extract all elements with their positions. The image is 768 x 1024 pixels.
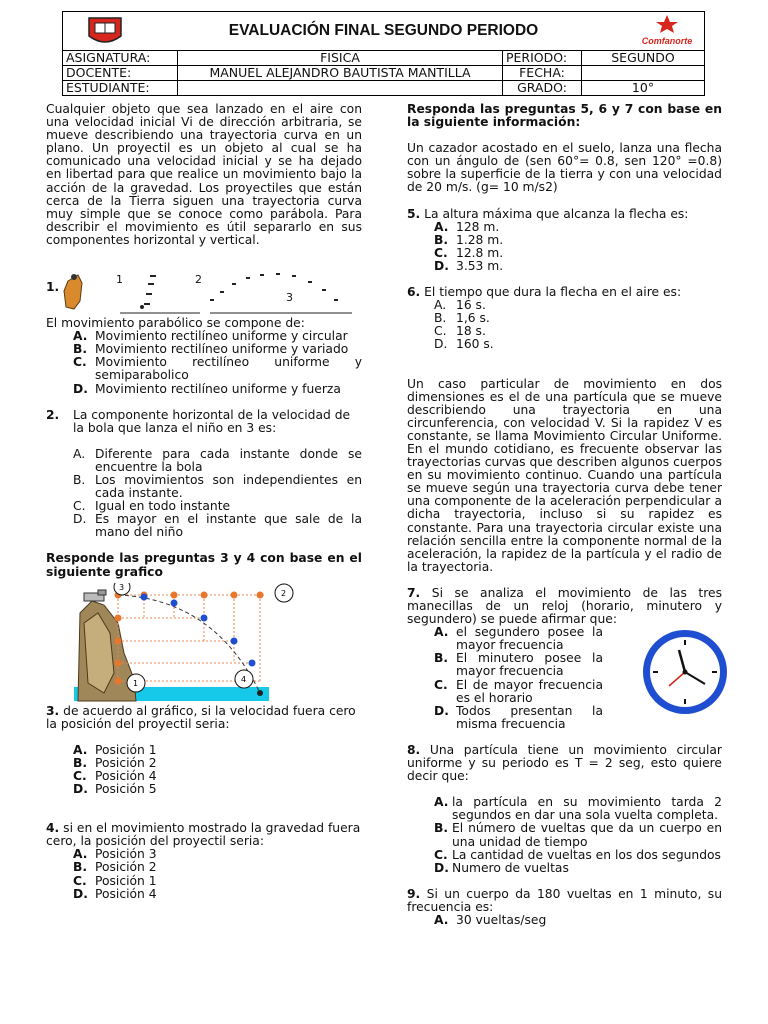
- q5-option-c[interactable]: C. 12.8 m.: [434, 245, 504, 260]
- left-column: [46, 103, 362, 901]
- q5-option-d[interactable]: D. 3.53 m.: [434, 258, 504, 273]
- q5-option-a[interactable]: A. 128 m.: [434, 219, 500, 234]
- q4-option-d[interactable]: D. Posición 4: [73, 886, 157, 901]
- student-value[interactable]: [178, 81, 503, 96]
- page-title: EVALUACIÓN FINAL SEGUNDO PERIODO: [228, 22, 539, 39]
- q7-option-c[interactable]: C. El de mayor frecuencia es el horario: [434, 677, 603, 705]
- q567-intro: Responda las preguntas 5, 6 y 7 con base en la siguiente información:: [407, 102, 722, 130]
- q6-option-b[interactable]: B. 1,6 s.: [434, 311, 490, 326]
- fig1-label-1: 1: [116, 273, 123, 287]
- q6-option-d[interactable]: D. 160 s.: [434, 337, 494, 352]
- q2-option-b[interactable]: B. Los movimientos son independientes en cada instante.: [73, 472, 362, 501]
- circular-motion-text: Un caso particular de movimiento en dos dimensiones es el de una partícula que se mueve describiendo una trayectoria en una circunferencia, con velocidad V. Si la rapidez V es constante, se llama Movimiento Circular Uniforme. En el mundo cotidiano, es frecuente observar las trayectorias curvas que describen algunos cuerpos en su movimiento continuo. Cuando una partícula se mueve según una trayectoria curva debe tener una componente de la aceleración perpendicular a dicha trayectoria, incluso si su rapidez es constante. Para una trayectoria circular existe una relación sencilla entre la componente normal de la aceleración, la rapidez de la partícula y el radio de la trayectoria.: [407, 376, 722, 574]
- q8-option-c[interactable]: C. La cantidad de vueltas en los dos segundos: [434, 847, 721, 862]
- q3-option-b[interactable]: B. Posición 2: [73, 755, 157, 770]
- svg-text:2: [281, 589, 286, 598]
- q6-option-c[interactable]: C. 18 s.: [434, 324, 486, 339]
- q3-option-c[interactable]: C. Posición 4: [73, 769, 157, 783]
- q1-text: El movimiento parabólico se compone de:: [46, 316, 305, 331]
- svg-text:1: [116, 273, 123, 286]
- fig1-label-2: 2: [195, 273, 202, 287]
- date-label: FECHA:: [503, 66, 582, 81]
- period-label: PERIODO:: [503, 51, 582, 66]
- header-table: [62, 11, 705, 96]
- right-column: [407, 103, 722, 927]
- brand-name: Comfanorte: [641, 36, 693, 46]
- projectile-graph: [74, 583, 304, 703]
- teacher-value: MANUEL ALEJANDRO BAUTISTA MANTILLA: [178, 66, 503, 81]
- q7-option-a[interactable]: A. el segundero posee la mayor frecuencia: [434, 625, 603, 653]
- date-value[interactable]: [582, 66, 705, 81]
- fig2-label-1: 1: [133, 678, 139, 688]
- q9-option-a[interactable]: A. 30 vueltas/seg: [434, 912, 547, 927]
- q8-option-a[interactable]: A. la partícula en su movimiento tarda 2 segundos en dar una sola vuelta completa.: [434, 795, 722, 823]
- figure-1: [46, 271, 362, 317]
- brand-logo: [638, 14, 696, 46]
- clock-icon: [639, 626, 731, 718]
- q2-option-a[interactable]: A. Diferente para cada instante donde se encuentre la bola: [73, 446, 362, 474]
- q4-option-c[interactable]: C. Posición 1: [73, 873, 157, 888]
- period-value: SEGUNDO: [582, 51, 705, 66]
- q8-text: 8. Una partícula tiene un movimiento circular uniforme y su periodo es T = 2 seg, esto quiere decir que:: [407, 742, 722, 784]
- star-icon: [655, 14, 679, 34]
- q3-option-d[interactable]: D. Posición 5: [73, 782, 157, 797]
- q2: 2. La componente horizontal de la velocidad de la bola que lanza el niño en 3 es:: [46, 409, 362, 435]
- q7-text: 7. Si se analiza el movimiento de las tres manecillas de un reloj (horario, minutero y segundero) se puede afirmar que:: [407, 585, 722, 627]
- q2-text: La componente horizontal de la velocidad de la bola que lanza el niño en 3 es:: [73, 407, 351, 435]
- q1-number: 1.: [46, 280, 60, 295]
- q5-option-b[interactable]: B. 1.28 m.: [434, 232, 504, 247]
- q9-text: 9. Si un cuerpo da 180 vueltas en 1 minuto, su frecuencia es:: [407, 886, 722, 914]
- q1-option-b[interactable]: B. Movimiento rectilíneo uniforme y variado: [73, 342, 349, 357]
- q7-option-b[interactable]: B. El minutero posee la mayor frecuencia: [434, 651, 603, 679]
- projectile-figure-1: [60, 271, 360, 317]
- q8-option-d[interactable]: D. Numero de vueltas: [434, 860, 569, 875]
- q6-option-a[interactable]: A. 16 s.: [434, 298, 486, 313]
- school-logo: [85, 14, 125, 48]
- q3-option-a[interactable]: A. Posición 1: [73, 742, 157, 757]
- svg-text:2: [195, 273, 202, 286]
- q567-info: Un cazador acostado en el suelo, lanza una flecha con un ángulo de (sen 60°= 0.8, sen 120° =0.8) sobre la superficie de la tierra y con una velocidad de 20 m/s. (g= 10 m/s2): [407, 141, 722, 195]
- q5-text: 5. La altura máxima que alcanza la flecha es:: [407, 206, 689, 221]
- q8-option-b[interactable]: B. El número de vueltas que da un cuerpo en una unidad de tiempo: [434, 821, 722, 849]
- intro-paragraph: Cualquier objeto que sea lanzado en el aire con una velocidad inicial Vi de dirección arbitraria, se mueve describiendo una trayectoria curva en un plano. Un proyectil es un objeto al cual se ha comunicado una velocidad inicial y se ha dejado en libertad para que realice un movimiento bajo la acción de la gravedad. Los proyectiles que están cerca de la Tierra siguen una trayectoria curva muy simple que se conoce como parábola. Para describir el movimiento es útil separarlo en sus componentes horizontal y vertical.: [46, 102, 362, 247]
- subject-value: FISICA: [178, 51, 503, 66]
- svg-text:1: [133, 679, 138, 688]
- fig2-label-2: 2: [281, 588, 287, 598]
- student-label: ESTUDIANTE:: [63, 81, 178, 96]
- fig2-label-4: 4: [241, 674, 247, 684]
- fig1-label-3: 3: [286, 291, 293, 305]
- svg-text:3: [286, 291, 293, 304]
- q34-intro: Responde las preguntas 3 y 4 con base en el siguiente grafico: [46, 551, 362, 579]
- q1-option-c[interactable]: C. Movimiento rectilíneo uniforme y semiparabolico: [73, 355, 362, 383]
- q7-option-d[interactable]: D. Todos presentan la misma frecuencia: [434, 703, 603, 731]
- grade-label: GRADO:: [503, 81, 582, 96]
- q4-text: 4. si en el movimiento mostrado la gravedad fuera cero, la posición del proyectil seria:: [46, 821, 361, 849]
- q2-option-d[interactable]: D. Es mayor en el instante que sale de la mano del niño: [73, 512, 362, 540]
- q4-option-a[interactable]: A. Posición 3: [73, 847, 157, 862]
- svg-text:4: [241, 675, 246, 684]
- grade-value: 10°: [582, 81, 705, 96]
- header-title-cell: [63, 12, 705, 51]
- q1-option-a[interactable]: A. Movimiento rectilíneo uniforme y circular: [73, 329, 348, 344]
- teacher-label: DOCENTE:: [63, 66, 178, 81]
- svg-text:3: [119, 583, 124, 592]
- q4-option-b[interactable]: B. Posición 2: [73, 860, 157, 875]
- q2-option-c[interactable]: C. Igual en todo instante: [73, 499, 231, 514]
- q1-option-d[interactable]: D. Movimiento rectilíneo uniforme y fuerza: [73, 381, 341, 396]
- q6-text: 6. El tiempo que dura la flecha en el aire es:: [407, 285, 682, 300]
- q3-text: 3. de acuerdo al gráfico, si la velocidad fuera cero la posición del proyectil seria:: [46, 703, 356, 731]
- subject-label: ASIGNATURA:: [63, 51, 178, 66]
- fig2-label-3: 3: [119, 582, 125, 592]
